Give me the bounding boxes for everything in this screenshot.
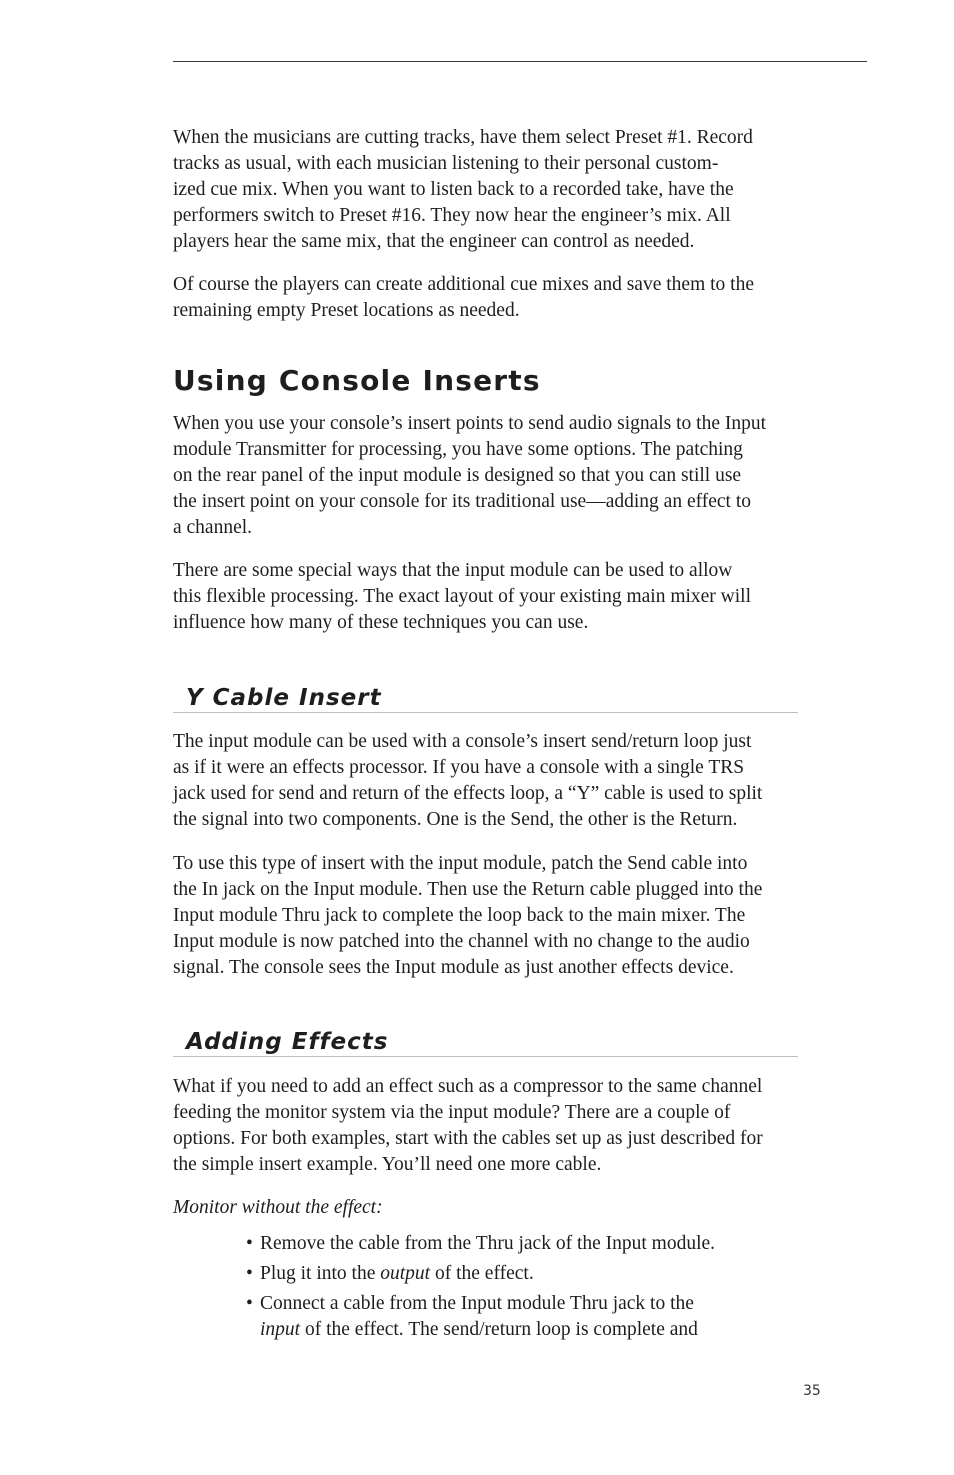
text-run: Plug it into the [260,1263,381,1284]
text-line: options. For both examples, start with the cables set up as just described for [173,1128,763,1149]
text-line: What if you need to add an effect such as a compressor to the same channel [173,1076,763,1097]
bullet-marker: • [246,1263,253,1284]
text-line: remaining empty Preset locations as needed. [173,300,520,321]
list-item [246,1261,715,1287]
list-item-text: Connect a cable from the Input module Thru jack to the [260,1293,694,1314]
text-line: on the rear panel of the input module is designed so that you can still use [173,465,742,486]
text-run: of the effect. The send/return loop is complete and [300,1319,698,1340]
list-item-text [260,1261,715,1287]
text-line: Of course the players can create additional cue mixes and save them to the [173,274,754,295]
list-item-text [260,1317,715,1343]
section-paragraph-1 [173,411,848,541]
list-item-text: Remove the cable from the Thru jack of the Input module. [260,1233,716,1254]
text-line: influence how many of these techniques you can use. [173,612,589,633]
adding-effects-paragraph-1 [173,1074,848,1178]
list-item [246,1291,715,1343]
subsection-heading-y-cable: Y Cable Insert [173,685,798,713]
text-line: jack used for send and return of the effects loop, a “Y” cable is used to split [173,783,763,804]
text-line: module Transmitter for processing, you have some options. The patching [173,439,743,460]
text-line: ized cue mix. When you want to listen back to a recorded take, have the [173,179,734,200]
text-line: Input module is now patched into the channel with no change to the audio [173,931,750,952]
bullet-list [246,1231,715,1343]
text-line: There are some special ways that the input module can be used to allow [173,560,733,581]
section-paragraph-2 [173,558,848,636]
y-cable-paragraph-1 [173,729,848,833]
text-line: When you use your console’s insert points to send audio signals to the Input [173,413,767,434]
section-heading: Using Console Inserts [173,364,541,397]
emphasis: input [260,1319,301,1340]
text-line: The input module can be used with a console’s insert send/return loop just [173,731,752,752]
text-run: of the effect. [430,1263,534,1284]
text-line: players hear the same mix, that the engineer can control as needed. [173,231,695,252]
text-line: the signal into two components. One is the Send, the other is the Return. [173,809,738,830]
intro-paragraph-2 [173,272,848,324]
text-line: feeding the monitor system via the input module? There are a couple of [173,1102,731,1123]
text-line: performers switch to Preset #16. They now hear the engineer’s mix. All [173,205,731,226]
text-line: the In jack on the Input module. Then use the Return cable plugged into the [173,879,763,900]
bullet-marker: • [246,1233,253,1254]
text-line: signal. The console sees the Input module as just another effects device. [173,957,734,978]
text-line: To use this type of insert with the input module, patch the Send cable into [173,853,748,874]
text-line: as if it were an effects processor. If you have a console with a single TRS [173,757,745,778]
text-line: When the musicians are cutting tracks, have them select Preset #1. Record [173,127,753,148]
text-line: the simple insert example. You’ll need one more cable. [173,1154,602,1175]
header-rule [173,61,867,62]
bullet-marker: • [246,1293,253,1314]
text-line: a channel. [173,517,253,538]
text-line: tracks as usual, with each musician listening to their personal custom- [173,153,719,174]
emphasis: output [380,1263,431,1284]
page-number: 35 [803,1383,821,1399]
text-line: this flexible processing. The exact layout of your existing main mixer will [173,586,752,607]
y-cable-paragraph-2 [173,851,848,981]
intro-paragraph-1 [173,125,848,255]
monitor-lead: Monitor without the effect: [173,1197,383,1218]
text-line: the insert point on your console for its traditional use—adding an effect to [173,491,752,512]
list-item [246,1231,715,1257]
text-line: Input module Thru jack to complete the loop back to the main mixer. The [173,905,746,926]
subsection-heading-adding-effects: Adding Effects [173,1029,798,1057]
